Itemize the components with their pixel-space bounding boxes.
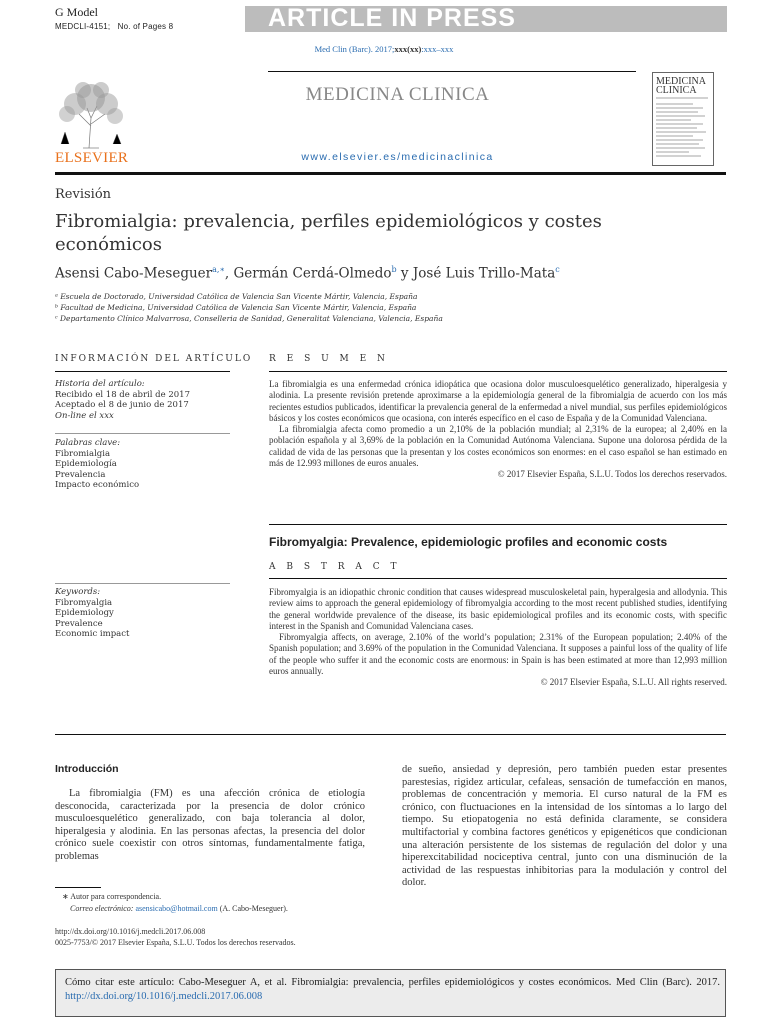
citation-issue: xxx(xx) (394, 44, 422, 54)
correspondence-note: ∗ Autor para correspondencia. (62, 892, 162, 901)
keyword: Economic impact (55, 629, 130, 639)
article-type: Revisión (55, 187, 112, 202)
email-label: Correo electrónico: (70, 904, 134, 913)
affiliation-c: ᶜ Departamento Clínico Malvarrosa, Conselleria de Sanidad, Generalitat Valenciana, Valencia, España (55, 314, 443, 323)
email-owner: (A. Cabo-Meseguer). (219, 904, 288, 913)
abstract-header: A B S T R A C T (269, 562, 401, 572)
journal-title: MEDICINA CLINICA (305, 84, 490, 105)
abstract-copyright: © 2017 Elsevier España, S.L.U. All rights reserved. (540, 677, 727, 688)
keywords-en (55, 587, 230, 640)
affiliation-a: ᵃ Escuela de Doctorado, Universidad Católica de Valencia San Vicente Mártir, Valencia, España (55, 292, 418, 301)
article-history (55, 379, 230, 421)
cite-text: Cómo citar este artículo: Cabo-Meseguer A, et al. Fibromialgia: prevalencia, perfiles epidemiológicos y costes económicos. Med Clin (Barc). 2017. (65, 977, 720, 988)
author-2[interactable]: Germán Cerdá-Olmedo (233, 265, 392, 282)
sidebar-rule (55, 433, 230, 434)
resumen-rule (269, 371, 727, 372)
abstract-rule-top (269, 524, 727, 525)
abstract-body (269, 587, 727, 689)
elsevier-tree-logo (53, 78, 131, 150)
keyword: Fibromyalgia (55, 597, 113, 608)
keyword: Impacto económico (55, 480, 140, 490)
article-title: Fibromialgia: prevalencia, perfiles epidemiológicos y costes económicos (55, 211, 602, 255)
email-link[interactable]: asensicabo@hotmail.com (135, 904, 218, 913)
body-right-column (402, 764, 727, 890)
resumen-header: R E S U M E N (269, 354, 389, 364)
cover-contents-lines (653, 95, 711, 161)
article-in-press-text: ARTICLE IN PRESS (268, 4, 516, 32)
affiliation-b: ᵇ Facultad de Medicina, Universidad Católica de Valencia San Vicente Mártir, Valencia, España (55, 303, 417, 312)
accepted-date: Aceptado el 8 de junio de 2017 (55, 400, 189, 410)
resumen-paragraph-2: La fibromialgia afecta como promedio a un 2,10% de la población mundial; al 2,31% de la europea; al 2,40% en la población española y al 3,69% de la población en la Comunidad Autónoma Valenciana. Supone una dolorosa pérdida de la calidad de vida de las personas que la presentan y los costes económicos son enormes: en el caso español se han estimado en más de 12.993 millones de euros anuales. (269, 424, 727, 469)
resumen-copyright: © 2017 Elsevier España, S.L.U. Todos los derechos reservados. (497, 469, 727, 480)
keyword: Prevalence (55, 618, 103, 629)
abstract-rule (269, 578, 727, 579)
online-date: On-line el xxx (55, 410, 114, 421)
cover-title-1: MEDICINA (656, 76, 706, 87)
introduction-heading: Introducción (55, 763, 119, 775)
citation-pages: :xxx–xxx (421, 44, 454, 54)
journal-url-link[interactable]: www.elsevier.es/medicinaclinica (301, 151, 494, 163)
sidebar-rule-en (55, 583, 230, 584)
author-separator: y (396, 265, 413, 282)
email-line (70, 904, 288, 913)
english-title: Fibromyalgia: Prevalence, epidemiologic profiles and economic costs (269, 535, 668, 549)
cite-doi-link[interactable]: http://dx.doi.org/10.1016/j.medcli.2017.06.008 (65, 991, 263, 1002)
author-3-affil[interactable]: c (555, 265, 560, 274)
article-info-rule (55, 371, 230, 372)
resumen-body (269, 379, 727, 481)
author-1[interactable]: Asensi Cabo-Meseguer (55, 265, 213, 282)
keywords-es-label: Palabras clave: (55, 438, 121, 448)
received-date: Recibido el 18 de abril de 2017 (55, 389, 190, 400)
keywords-en-label: Keywords: (55, 587, 101, 597)
citation-journal: Med Clin (Barc). 2017; (314, 44, 395, 54)
journal-citation-line[interactable] (0, 44, 768, 54)
body-divider (55, 734, 726, 735)
author-separator: , (224, 265, 234, 282)
elsevier-wordmark[interactable]: ELSEVIER (55, 150, 129, 166)
keyword: Epidemiología (55, 459, 117, 469)
author-list (55, 265, 560, 282)
body-left-column (55, 788, 365, 864)
keyword: Fibromialgia (55, 448, 111, 459)
author-2-affil[interactable]: b (391, 265, 397, 274)
body-paragraph-left: La fibromialgia (FM) es una afección crónica de etiología desconocida, caracterizada por la presencia de dolor crónico musculoesquelético generalizado, con baja tolerancia al dolor, hiperalgesia y alodinia. En las personas afectas, la presencia del dolor crónico suele coexistir con otros síntomas, fundamentalmente fatiga, problemas (55, 788, 365, 862)
issn-line: 0025-7753/© 2017 Elsevier España, S.L.U. Todos los derechos reservados. (55, 938, 296, 947)
g-model-label: G Model (55, 5, 98, 19)
history-label: Historia del artículo: (55, 379, 145, 389)
header-divider (55, 172, 726, 175)
journal-cover-thumbnail[interactable] (652, 72, 714, 166)
author-1-affil[interactable]: a,∗ (212, 265, 225, 274)
page-count: No. of Pages 8 (117, 22, 174, 31)
author-3[interactable]: José Luis Trillo-Mata (412, 265, 556, 282)
article-info-header: INFORMACIÓN DEL ARTÍCULO (55, 354, 253, 364)
cover-title-2: CLINICA (656, 85, 697, 96)
ms-id: MEDCLI-4151; (55, 22, 111, 31)
resumen-paragraph-1: La fibromialgia es una enfermedad crónica idiopática que ocasiona dolor musculoesquelético generalizado, hiperalgesia y alodinia. La presente revisión pretende aproximarse a la epidemiología general de la fibromialgia de acuerdo con los más recientes estudios publicados, identificar la prevalencia general de la enfermedad a nivel mundial, sus perfiles epidemiológicos básicos y los costes económicos que ocasiona, con interés específico en el caso de España y de la Comunidad Valenciana. (269, 379, 727, 423)
abstract-paragraph-1: Fibromyalgia is an idiopathic chronic condition that causes widespread musculoskeletal pain, hyperalgesia and allodynia. This review aims to approach the general epidemiology of fibromyalgia according to the most recent published studies, identifying the general worldwide prevalence of the disease, its basic epidemiological profiles and its economic costs, with specific interest in the Spanish and Comunidad Valenciana cases. (269, 587, 727, 631)
how-to-cite-text (65, 976, 720, 1004)
keyword: Prevalencia (55, 469, 106, 480)
manuscript-id (55, 22, 173, 31)
keyword: Epidemiology (55, 608, 114, 618)
masthead-rule (268, 71, 636, 72)
abstract-paragraph-2: Fibromyalgia affects, on average, 2.10% of the world’s population; 2.31% of the European population; 2.40% of the Spanish population; and 3.69% of the population in the Comunidad Valenciana. It supposes a painful loss of the quality of life of the people who suffer it and the economic costs are enormous: in Spain is has been estimated at more than 12,993 million euros annually. (269, 632, 727, 677)
footnote-rule (55, 887, 101, 888)
body-paragraph-right: de sueño, ansiedad y depresión, pero también pueden estar presentes parestesias, rigidez articular, cefaleas, sensación de tumefacción en manos, problemas de concentración y memoria. El curso natural de la FM es crónico, con fluctuaciones en la intensidad de los síntomas a lo largo del tiempo. Su etiopatogenia no está definida claramente, se considera multifactorial y combina factores genéticos y epigenéticos que condicionan una alteración persistente de los sistemas de regulación del dolor y una hiperexcitabilidad nociceptiva central, junto con una disminución de la actividad de las respuestas inhibitorias para la modulación y control del dolor. (402, 764, 727, 889)
keywords-es (55, 438, 230, 491)
doi-link[interactable]: http://dx.doi.org/10.1016/j.medcli.2017.06.008 (55, 927, 206, 936)
